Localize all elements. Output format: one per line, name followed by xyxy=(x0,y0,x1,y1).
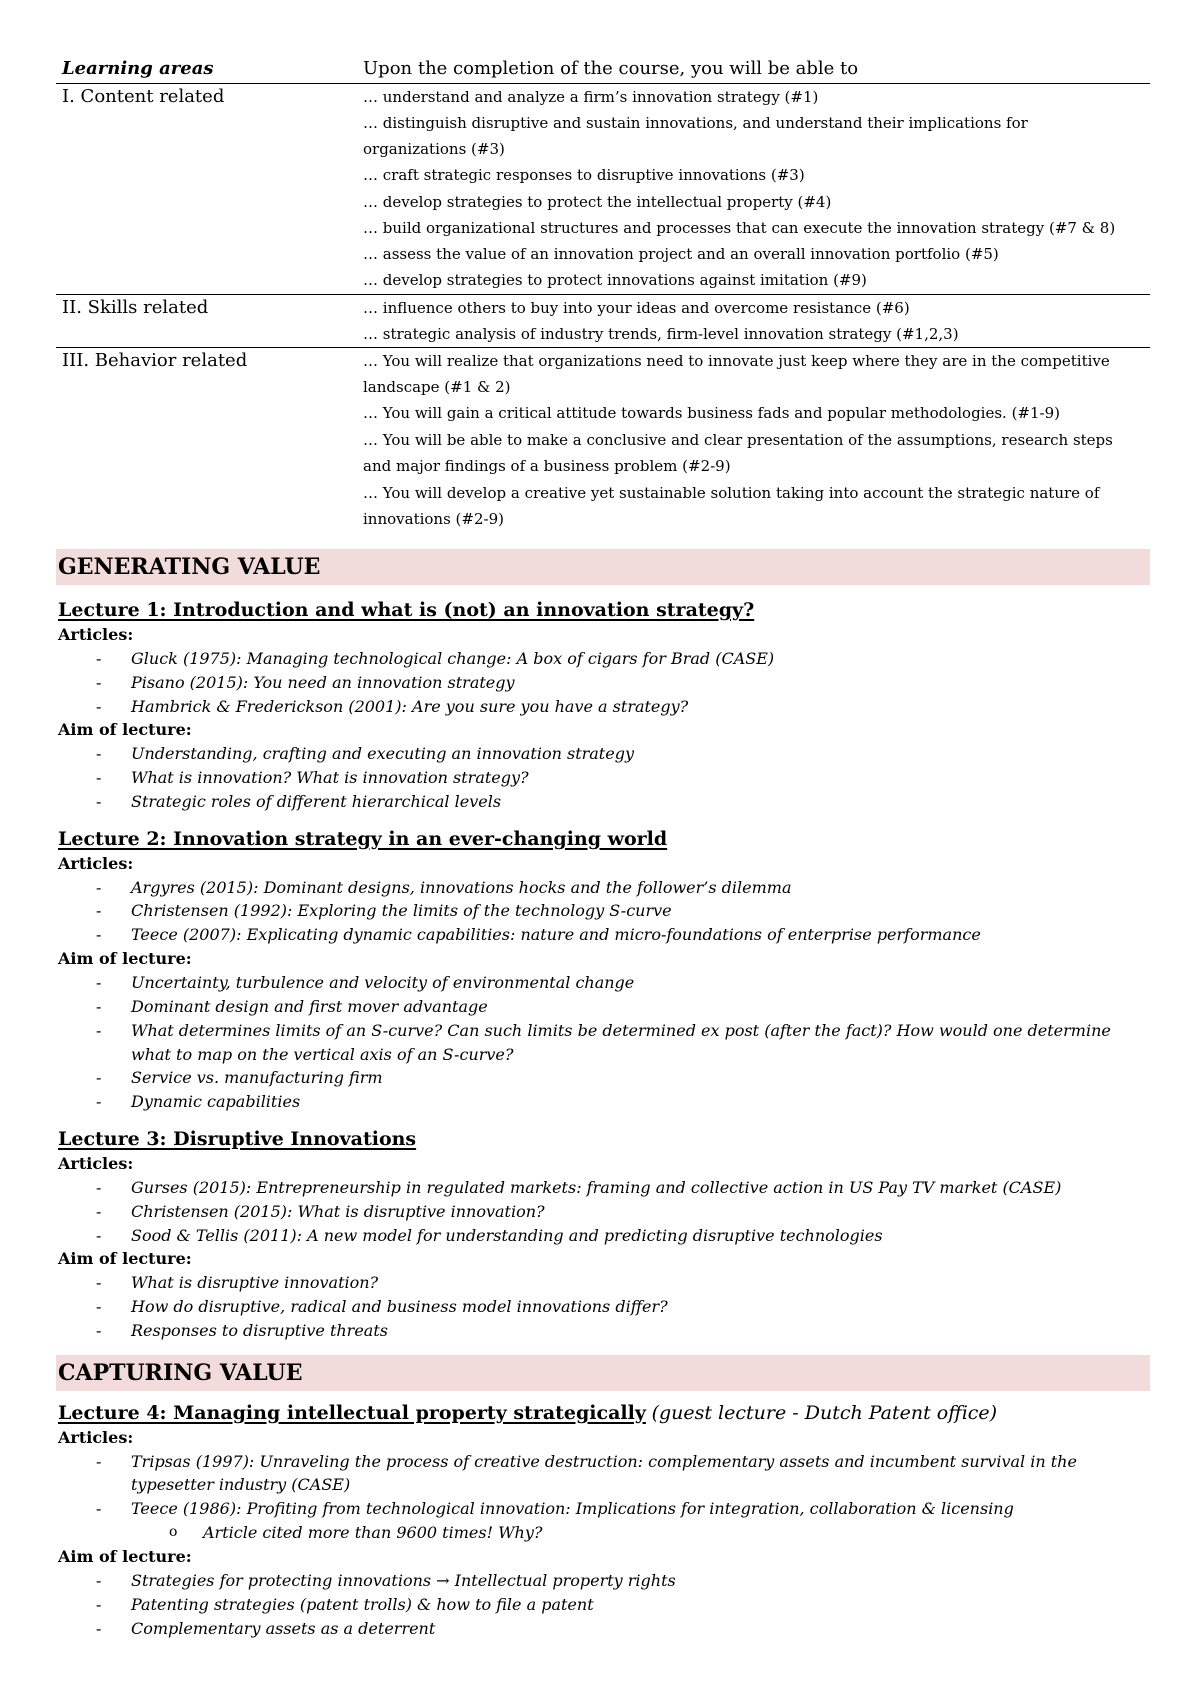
article-subpoint xyxy=(56,1521,1150,1545)
outcome-item xyxy=(363,267,1150,293)
outcome-item-text: … influence others to buy into your ideas and overcome resistance (#6) xyxy=(363,298,910,317)
aim-item xyxy=(56,1295,1150,1319)
article-item xyxy=(56,1497,1150,1521)
aim-item-text: what to map on the vertical axis of an S-curve? xyxy=(131,1044,514,1064)
article-item-text: - Christensen (2015): What is disruptive innovation? xyxy=(131,1201,545,1221)
article-item-text: - Teece (2007): Explicating dynamic capabilities: nature and micro-foundations of enterprise performance xyxy=(131,925,981,945)
outcome-item-text: … assess the value of an innovation project and an overall innovation portfolio (#5) xyxy=(363,245,999,263)
aim-item-text: - Strategic roles of different hierarchical levels xyxy=(131,791,502,811)
articles-label: Articles: xyxy=(58,625,134,644)
article-item xyxy=(56,1176,1150,1200)
outcome-item xyxy=(363,84,1150,110)
article-item xyxy=(56,923,1150,947)
outcomes-header: Upon the completion of the course, you will be able to xyxy=(363,58,859,79)
aim-item xyxy=(56,1019,1150,1067)
aim-item xyxy=(56,1617,1150,1641)
lecture-2-title xyxy=(56,826,1150,852)
aim-item-text: - Understanding, crafting and executing an innovation strategy xyxy=(131,744,634,764)
aim-item-text: - Strategies for protecting innovations → Intellectual property rights xyxy=(131,1570,676,1590)
lecture-3-title xyxy=(56,1126,1150,1152)
table-header-row xyxy=(56,55,1150,84)
outcome-item-text: … understand and analyze a firm’s innovation strategy (#1) xyxy=(363,87,819,106)
aim-item xyxy=(56,995,1150,1019)
article-item-text: - Gurses (2015): Entrepreneurship in regulated markets: framing and collective action in US Pay TV market (CASE) xyxy=(131,1177,1062,1197)
outcome-item-text: landscape (#1 & 2) xyxy=(363,377,511,396)
aim-item xyxy=(56,1569,1150,1593)
lecture-title-text: Lecture 2: Innovation strategy in an ever-changing world xyxy=(58,827,668,850)
aim-item-text: - Responses to disruptive threats xyxy=(131,1320,388,1340)
articles-label: Articles: xyxy=(58,853,134,873)
aim-item xyxy=(56,790,1150,814)
outcome-item-text: innovations (#2-9) xyxy=(363,509,504,528)
outcome-item xyxy=(363,295,1150,321)
outcome-item-text: and major findings of a business problem (#2-9) xyxy=(363,457,731,476)
section-header-generating-value: GENERATING VALUE xyxy=(56,549,1150,585)
aim-item xyxy=(56,1066,1150,1090)
outcome-item xyxy=(363,480,1150,533)
outcome-list xyxy=(363,348,1150,533)
aim-item-text: - Uncertainty, turbulence and velocity of environmental change xyxy=(131,972,635,992)
article-subpoint-text: o Article cited more than 9600 times! Why? xyxy=(203,1523,543,1543)
aim-item xyxy=(56,1090,1150,1114)
aim-label: Aim of lecture: xyxy=(58,1249,192,1269)
article-item xyxy=(56,1200,1150,1224)
aim-item xyxy=(56,766,1150,790)
aim-item-text: - What determines limits of an S-curve? Can such limits be determined ex post (after the fact)? How would one determine xyxy=(131,1020,1111,1040)
outcome-item xyxy=(363,110,1150,163)
outcome-item-text: … You will realize that organizations need to innovate just keep where they are in the competitive xyxy=(363,351,1110,370)
learning-area-label: III. Behavior related xyxy=(62,349,248,371)
article-item xyxy=(56,899,1150,923)
table-row-skills-related xyxy=(56,295,1150,348)
aim-item xyxy=(56,1319,1150,1343)
aim-item-text: - Dynamic capabilities xyxy=(131,1092,301,1112)
aim-item xyxy=(56,742,1150,766)
aim-item-text: - How do disruptive, radical and business model innovations differ? xyxy=(131,1297,668,1317)
article-item-text: typesetter industry (CASE) xyxy=(131,1475,351,1495)
outcome-item-text: … You will be able to make a conclusive and clear presentation of the assumptions, research steps xyxy=(363,430,1113,449)
article-item-text: - Sood & Tellis (2011): A new model for understanding and predicting disruptive technologies xyxy=(131,1225,883,1245)
outcome-item-text: … strategic analysis of industry trends, firm-level innovation strategy (#1,2,3) xyxy=(363,324,959,343)
article-item xyxy=(56,695,1150,719)
outcome-item xyxy=(363,400,1150,426)
section-header-capturing-value: CAPTURING VALUE xyxy=(56,1355,1150,1391)
aim-item xyxy=(56,1271,1150,1295)
course-sections xyxy=(56,549,1150,1640)
article-item-text: - Argyres (2015): Dominant designs, innovations hocks and the follower’s dilemma xyxy=(131,877,792,897)
aim-item xyxy=(56,1593,1150,1617)
learning-outcomes-table xyxy=(56,55,1150,532)
outcome-item-text: … build organizational structures and processes that can execute the innovation strategy (#7 & 8) xyxy=(363,218,1116,237)
table-row-content-related xyxy=(56,84,1150,295)
article-item xyxy=(56,647,1150,671)
outcome-item-text: … develop strategies to protect innovations against imitation (#9) xyxy=(363,271,867,290)
lecture-4-title xyxy=(56,1400,1150,1426)
aim-item-text: - Complementary assets as a deterrent xyxy=(131,1618,436,1638)
article-item-text: - Hambrick & Frederickson (2001): Are you sure you have a strategy? xyxy=(131,696,689,716)
outcome-item xyxy=(363,241,1150,267)
aim-item-text: - What is disruptive innovation? xyxy=(131,1273,379,1293)
aim-item-text: - What is innovation? What is innovation strategy? xyxy=(131,768,529,788)
outcome-item-text: … distinguish disruptive and sustain innovations, and understand their implications for xyxy=(363,113,1028,132)
lecture-title-text: Lecture 3: Disruptive Innovations xyxy=(58,1128,417,1151)
lecture-note: (guest lecture - Dutch Patent office) xyxy=(651,1401,998,1424)
outcome-item xyxy=(363,162,1150,188)
outcome-item-text: … You will gain a critical attitude towards business fads and popular methodologies. (#1-9) xyxy=(363,404,1061,423)
article-item xyxy=(56,1450,1150,1498)
lecture-title-text: Lecture 1: Introduction and what is (not) an innovation strategy? xyxy=(58,599,755,621)
outcome-item-text: organizations (#3) xyxy=(363,140,505,158)
article-item-text: - Christensen (1992): Exploring the limits of the technology S-curve xyxy=(131,901,672,921)
articles-label: Articles: xyxy=(58,1154,134,1174)
article-item xyxy=(56,1224,1150,1248)
article-item-text: - Pisano (2015): You need an innovation strategy xyxy=(131,672,515,692)
lecture-title-text: Lecture 4: Managing intellectual property strategically xyxy=(58,1401,646,1424)
aim-label: Aim of lecture: xyxy=(58,720,192,740)
articles-label: Articles: xyxy=(58,1427,134,1447)
article-item xyxy=(56,671,1150,695)
aim-item xyxy=(56,971,1150,995)
outcome-item xyxy=(363,321,1150,347)
learning-areas-header: Learning areas xyxy=(62,58,214,79)
article-item-text: - Teece (1986): Profiting from technological innovation: Implications for integration, collaboration & licensing xyxy=(131,1499,1014,1519)
outcome-item-text: … develop strategies to protect the intellectual property (#4) xyxy=(363,192,832,211)
aim-item-text: - Dominant design and first mover advantage xyxy=(131,996,488,1016)
table-row-behavior-related xyxy=(56,348,1150,533)
outcome-list xyxy=(363,84,1150,294)
outcome-item xyxy=(363,189,1150,215)
outcome-list xyxy=(363,295,1150,347)
outcome-item-text: … craft strategic responses to disruptive innovations (#3) xyxy=(363,166,805,185)
article-item-text: - Tripsas (1997): Unraveling the process of creative destruction: complementary assets and incumbent survival in the xyxy=(131,1451,1077,1471)
aim-item-text: - Patenting strategies (patent trolls) & how to file a patent xyxy=(131,1594,594,1614)
outcome-item-text: … You will develop a creative yet sustainable solution taking into account the strategic nature of xyxy=(363,483,1100,502)
aim-label: Aim of lecture: xyxy=(58,1547,192,1566)
aim-item-text: - Service vs. manufacturing firm xyxy=(131,1068,383,1088)
article-item-text: - Gluck (1975): Managing technological change: A box of cigars for Brad (CASE) xyxy=(131,648,775,668)
learning-area-label: I. Content related xyxy=(62,85,225,107)
outcome-item xyxy=(363,215,1150,241)
outcome-item xyxy=(363,427,1150,480)
learning-area-label: II. Skills related xyxy=(62,296,209,318)
aim-label: Aim of lecture: xyxy=(58,949,192,969)
article-item xyxy=(56,876,1150,900)
lecture-1-title xyxy=(56,597,1150,623)
outcome-item xyxy=(363,348,1150,401)
